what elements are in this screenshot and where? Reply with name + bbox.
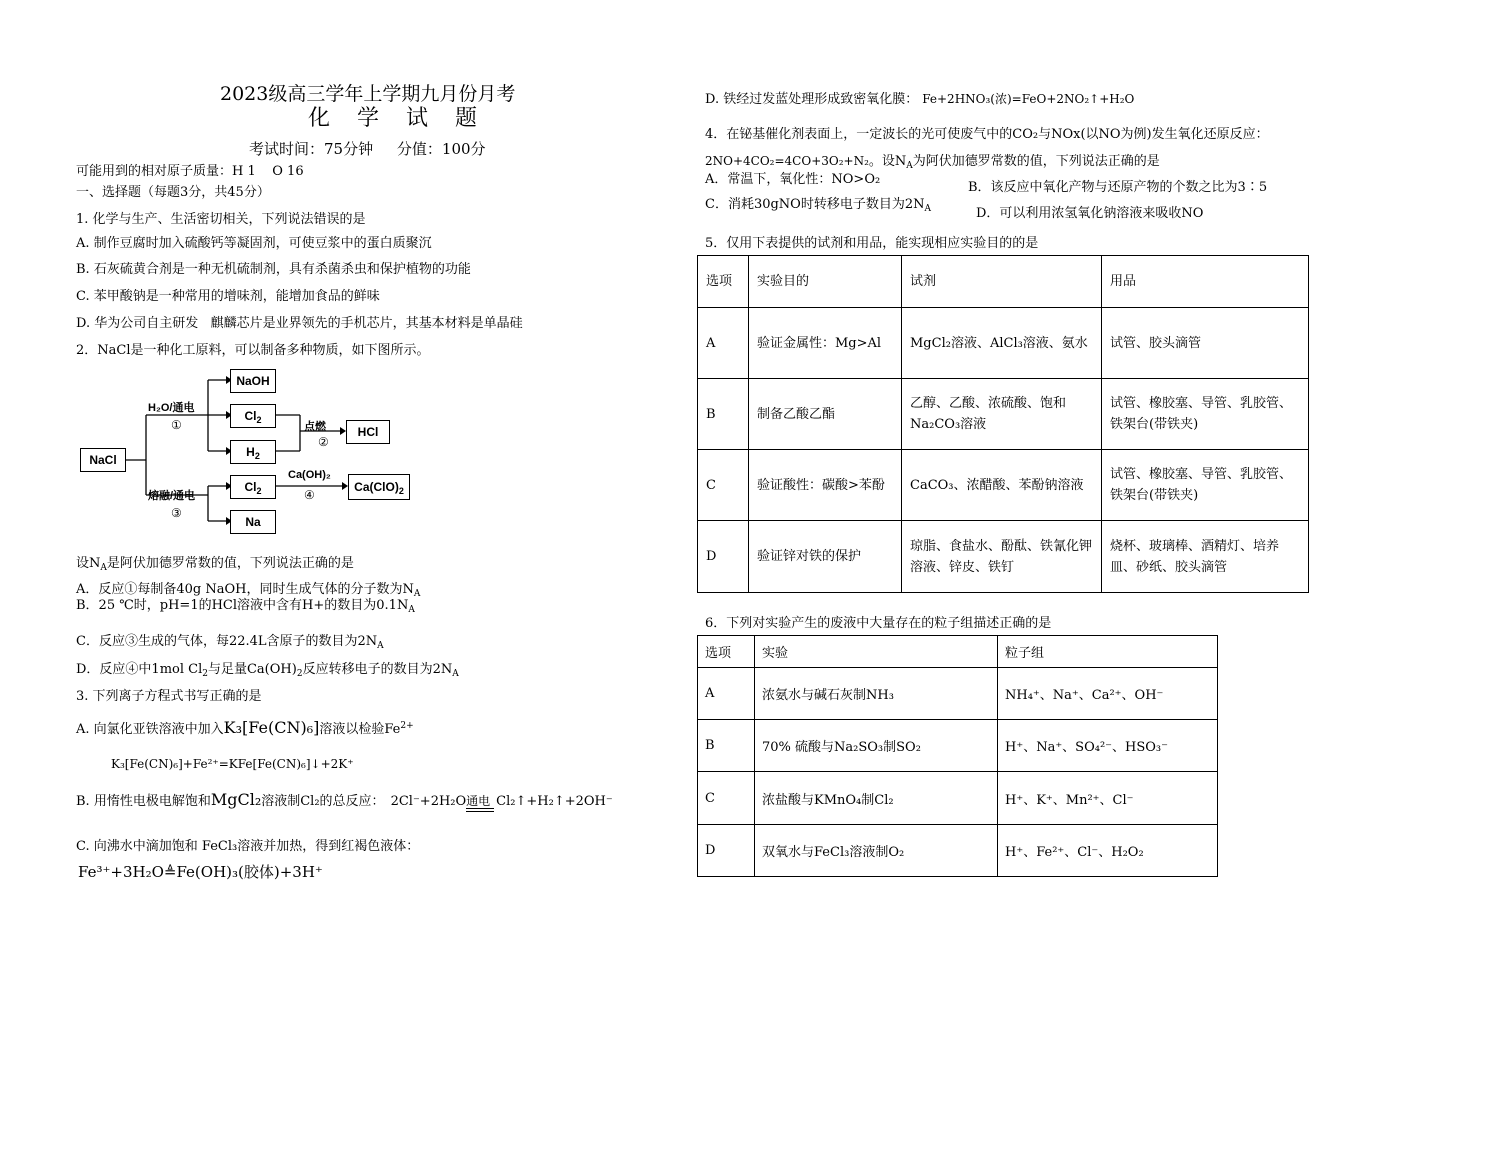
q4-equation: 2NO+4CO₂=4CO+3O₂+N₂ <box>705 154 869 168</box>
double-line-sign <box>466 808 494 812</box>
q5-cell: 制备乙酸乙酯 <box>749 379 902 450</box>
cond-molten-electrolysis: 熔融/通电 <box>148 490 196 502</box>
q5-cell: MgCl₂溶液、AlCl₃溶液、氨水 <box>902 308 1102 379</box>
table-row <box>698 668 1218 720</box>
q1-stem: 1. 化学与生产、生活密切相关，下列说法错误的是 <box>76 212 366 227</box>
cl2-box-top <box>230 404 276 428</box>
cond-h2o-electrolysis: H₂O/通电 <box>148 402 195 414</box>
cond-caoh2: Ca(OH)₂ <box>288 469 331 481</box>
cl2-bottom-sub: 2 <box>256 486 262 496</box>
ca-clo2-box <box>348 474 410 500</box>
q5-cell: CaCO₃、浓醋酸、苯酚钠溶液 <box>902 450 1102 521</box>
q4-stem: 4．在铋基催化剂表面上，一定波长的光可使废气中的CO₂与NOx(以NO为例)发生氧化还原反应： <box>705 127 1269 142</box>
q2-option-d-text1: D．反应④中1mol Cl <box>76 662 203 677</box>
q5-cell: D <box>698 521 749 593</box>
table-row <box>698 308 1309 379</box>
nacl-label: NaCl <box>89 453 117 467</box>
table-row <box>698 772 1218 825</box>
q2-option-d-sub2: 2 <box>296 669 303 679</box>
q6-header-particles: 粒子组 <box>998 636 1218 668</box>
hcl-label: HCl <box>357 425 379 439</box>
na-intro-text: 设N <box>76 556 101 571</box>
h2-box <box>230 440 276 464</box>
q6-cell: A <box>698 668 755 720</box>
q6-header-experiment: 实验 <box>755 636 998 668</box>
q2-option-b-sub: A <box>408 605 415 615</box>
h2-label: H <box>246 445 255 459</box>
q2-option-b-clipped <box>76 598 415 615</box>
q5-header-option: 选项 <box>698 256 749 308</box>
q5-stem: 5．仅用下表提供的试剂和用品，能实现相应实验目的的是 <box>705 236 1039 251</box>
cl2-top-sub: 2 <box>256 415 262 425</box>
q2-option-a-sub: A <box>413 589 421 599</box>
q5-cell: 试管、橡胶塞、导管、乳胶管、铁架台(带铁夹) <box>1102 379 1309 450</box>
q2-option-a-text: A．反应①每制备40g NaOH，同时生成气体的分子数为N <box>76 582 414 597</box>
q4-option-b: B．该反应中氧化产物与还原产物的个数之比为3∶5 <box>968 180 1268 195</box>
reaction-4-num: ④ <box>304 488 315 502</box>
q6-cell: 70% 硫酸与Na₂SO₃制SO₂ <box>755 720 998 772</box>
q6-stem: 6．下列对实验产生的废液中大量存在的粒子组描述正确的是 <box>705 616 1052 631</box>
na-intro-sub: A <box>100 563 107 573</box>
reaction-2-num: ② <box>318 435 329 449</box>
q5-table <box>697 255 1309 593</box>
q2-option-d-sub3: A <box>452 669 459 679</box>
q6-cell: NH₄⁺、Na⁺、Ca²⁺、OH⁻ <box>998 668 1218 720</box>
q3-option-d-equation: Fe+2HNO₃(浓)=FeO+2NO₂↑+H₂O <box>922 92 1135 106</box>
subject-title: 化 学 试 题 <box>308 106 487 131</box>
atomic-mass-note: 可能用到的相对原子质量：H 1 O 16 <box>76 164 304 179</box>
q2-option-c <box>76 630 384 651</box>
q5-header-supplies: 用品 <box>1102 256 1309 308</box>
q3-option-b <box>76 790 613 809</box>
q3-option-d <box>705 88 1134 107</box>
q6-header-row <box>698 636 1218 668</box>
q1-option-a: A. 制作豆腐时加入硫酸钙等凝固剂，可使豆浆中的蛋白质聚沉 <box>76 236 432 251</box>
q3-option-b-text: B. 用惰性电极电解饱和 <box>76 794 211 809</box>
q3-option-a-text2: 溶液以检验Fe <box>319 722 401 737</box>
q2-option-d <box>76 658 459 679</box>
cl2-box-bottom <box>230 475 276 499</box>
q5-cell: B <box>698 379 749 450</box>
q3-option-c: C. 向沸水中滴加饱和 FeCl₃溶液并加热，得到红褐色液体： <box>76 839 420 854</box>
naoh-label: NaOH <box>236 374 270 388</box>
q4-option-c-sub: A <box>924 204 931 214</box>
q5-cell: A <box>698 308 749 379</box>
q6-cell: 双氧水与FeCl₃溶液制O₂ <box>755 825 998 877</box>
q4-eq-rest: 为阿伏加德罗常数的值，下列说法正确的是 <box>912 154 1160 169</box>
q3-option-a-equation: K₃[Fe(CN)₆]+Fe²⁺=KFe[Fe(CN)₆]↓+2K⁺ <box>111 757 354 771</box>
q3-option-a-text: A. 向氯化亚铁溶液中加入 <box>76 722 224 737</box>
q5-cell: 试管、橡胶塞、导管、乳胶管、铁架台(带铁夹) <box>1102 450 1309 521</box>
q3-option-b-text2: 溶液制Cl₂的总反应： <box>261 794 385 809</box>
q3-option-b-eq-left: 2Cl⁻+2H₂O <box>390 794 467 809</box>
q3-option-b-eq-right: Cl₂↑+H₂↑+2OH⁻ <box>496 794 613 809</box>
q3-option-a-sup: 2+ <box>400 721 414 731</box>
table-row <box>698 379 1309 450</box>
ca-clo2-sub: 2 <box>398 486 404 496</box>
q3-option-c-equation: Fe³⁺+3H₂O≜Fe(OH)₃(胶体)+3H⁺ <box>78 863 323 881</box>
q4-option-a: A．常温下，氧化性：NO>O₂ <box>705 172 881 187</box>
q3-option-b-eq-cond: 通电 <box>466 794 491 808</box>
reaction-1-num: ① <box>171 418 182 432</box>
q4-eq-sub: A <box>906 161 913 171</box>
q4-option-d: D．可以利用浓氢氧化钠溶液来吸收NO <box>976 206 1204 221</box>
hcl-box <box>346 420 390 444</box>
q3-option-b-formula: MgCl₂ <box>210 790 262 809</box>
q5-header-row <box>698 256 1309 308</box>
q2-na-intro <box>76 552 354 573</box>
h2-sub: 2 <box>254 451 260 461</box>
q6-cell: 浓盐酸与KMnO₄制Cl₂ <box>755 772 998 825</box>
table-row <box>698 825 1218 877</box>
q4-eq-tail: 。设N <box>868 154 907 169</box>
na-label: Na <box>245 515 261 529</box>
q2-option-c-text: C．反应③生成的气体，每22.4L含原子的数目为2N <box>76 634 378 649</box>
na-box <box>230 510 276 534</box>
cl2-label-top: Cl <box>244 409 257 423</box>
table-row <box>698 450 1309 521</box>
reaction-3-num: ③ <box>171 506 182 520</box>
q4-option-c-text: C．消耗30gNO时转移电子数目为2N <box>705 197 925 212</box>
q3-option-a-formula: K₃[Fe(CN)₆] <box>223 718 320 737</box>
q1-option-c: C. 苯甲酸钠是一种常用的增味剂，能增加食品的鲜味 <box>76 289 380 304</box>
q1-option-b: B. 石灰硫黄合剂是一种无机硫制剂，具有杀菌杀虫和保护植物的功能 <box>76 262 471 277</box>
q4-option-c-clipped <box>705 198 931 216</box>
q5-header-purpose: 实验目的 <box>749 256 902 308</box>
q6-cell: D <box>698 825 755 877</box>
q6-cell: H⁺、Na⁺、SO₄²⁻、HSO₃⁻ <box>998 720 1218 772</box>
q2-option-d-sub1: 2 <box>202 669 208 679</box>
table-row <box>698 720 1218 772</box>
q3-option-a <box>76 718 414 737</box>
nacl-box <box>80 448 126 472</box>
q6-table <box>697 635 1218 877</box>
table-row <box>698 521 1309 593</box>
q5-cell: 琼脂、食盐水、酚酞、铁氰化钾溶液、锌皮、铁钉 <box>902 521 1102 593</box>
na-intro-rest: 是阿伏加德罗常数的值，下列说法正确的是 <box>106 556 354 571</box>
q5-cell: 验证酸性：碳酸>苯酚 <box>749 450 902 521</box>
exam-time-score: 考试时间：75分钟 分值：100分 <box>249 140 486 158</box>
q2-option-d-text2: 与足量Ca(OH) <box>207 662 297 677</box>
q6-cell: B <box>698 720 755 772</box>
q5-cell: 试管、胶头滴管 <box>1102 308 1309 379</box>
q5-cell: 乙醇、乙酸、浓硫酸、饱和Na₂CO₃溶液 <box>902 379 1102 450</box>
q2-option-c-sub: A <box>377 641 384 651</box>
ca-clo2-label: Ca(ClO) <box>354 480 399 494</box>
q2-option-b-text: B．25 ℃时，pH=1的HCl溶液中含有H+的数目为0.1N <box>76 598 409 613</box>
nacl-flow-diagram <box>78 365 418 537</box>
q6-cell: H⁺、K⁺、Mn²⁺、Cl⁻ <box>998 772 1218 825</box>
q6-header-option: 选项 <box>698 636 755 668</box>
q5-cell: 烧杯、玻璃棒、酒精灯、培养皿、砂纸、胶头滴管 <box>1102 521 1309 593</box>
cond-ignite: 点燃 <box>304 421 326 433</box>
q6-cell: C <box>698 772 755 825</box>
section-heading: 一、选择题（每题3分，共45分） <box>76 185 270 200</box>
q2-option-d-text3: 反应转移电子的数目为2N <box>302 662 453 677</box>
q5-header-reagent: 试剂 <box>902 256 1102 308</box>
q6-cell: 浓氨水与碱石灰制NH₃ <box>755 668 998 720</box>
q3-stem: 3. 下列离子方程式书写正确的是 <box>76 689 262 704</box>
q2-stem: 2．NaCl是一种化工原料，可以制备多种物质，如下图所示。 <box>76 343 430 358</box>
q5-cell: C <box>698 450 749 521</box>
q5-cell: 验证锌对铁的保护 <box>749 521 902 593</box>
cl2-label-bottom: Cl <box>244 480 257 494</box>
naoh-box <box>230 369 276 393</box>
q4-option-a-clipped <box>705 173 880 185</box>
q1-option-d: D. 华为公司自主研发 麒麟芯片是业界领先的手机芯片，其基本材料是单晶硅 <box>76 316 523 331</box>
q6-cell: H⁺、Fe²⁺、Cl⁻、H₂O₂ <box>998 825 1218 877</box>
exam-title: 2023级高三学年上学期九月份月考 <box>220 83 516 105</box>
q5-cell: 验证金属性：Mg>Al <box>749 308 902 379</box>
q3-option-d-text: D. 铁经过发蓝处理形成致密氧化膜： <box>705 92 919 107</box>
